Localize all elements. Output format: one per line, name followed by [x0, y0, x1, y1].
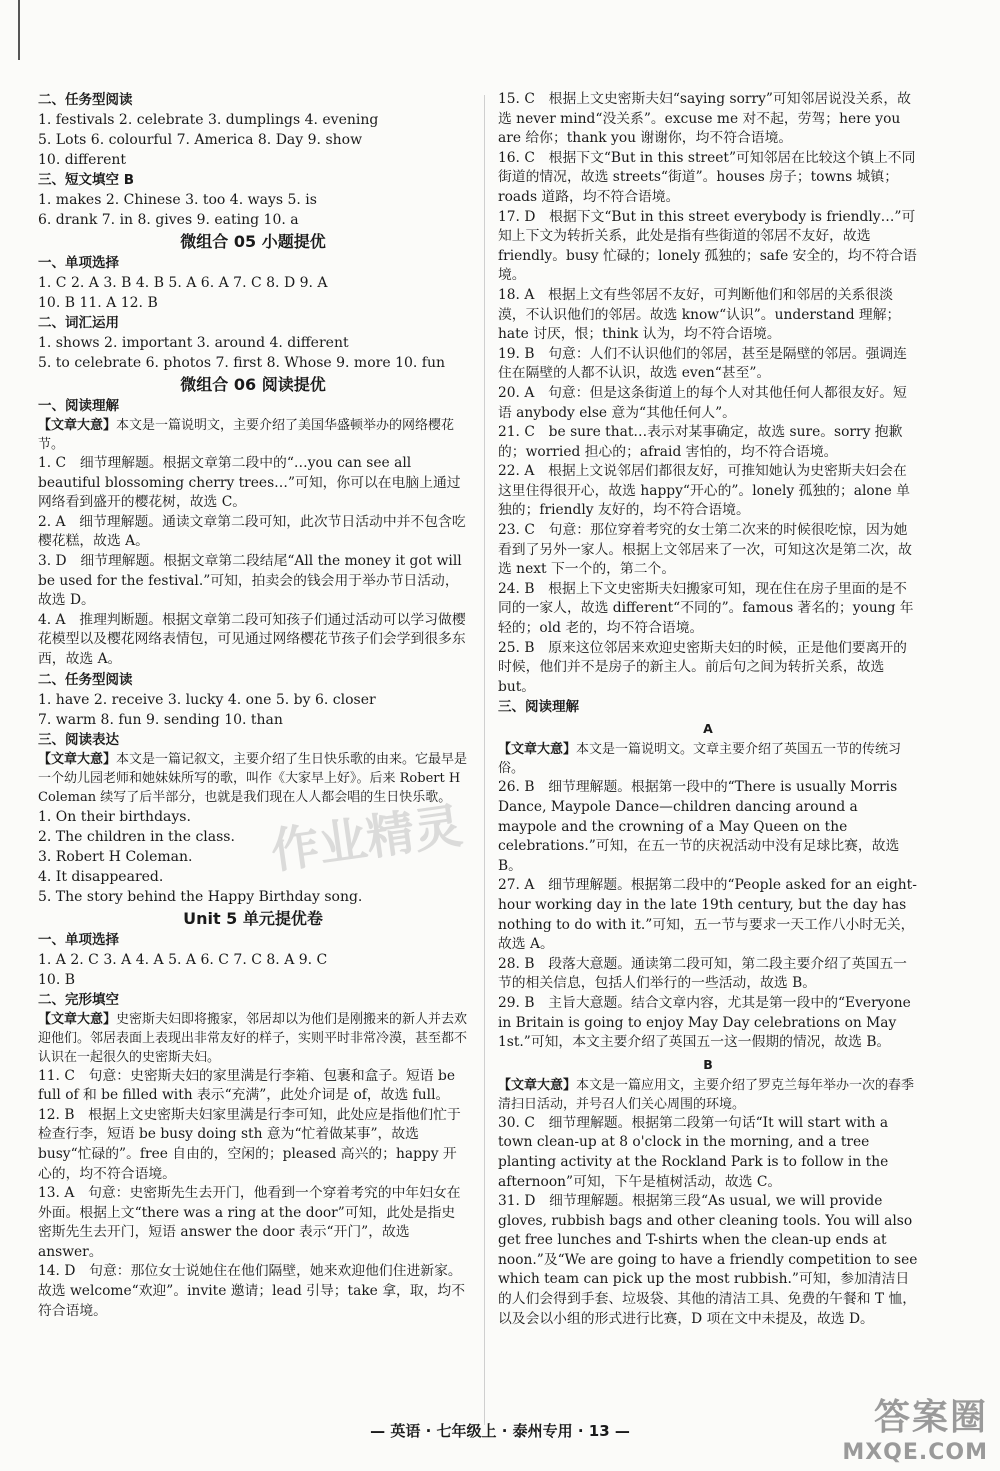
summary-text: 本文是一篇说明文，主要介绍了美国华盛顿举办的网络樱花节。 — [38, 418, 455, 452]
section-heading: 二、任务型阅读 — [38, 671, 133, 688]
page-edge-rule — [18, 0, 20, 60]
section-heading: 三、短文填空 B — [38, 172, 134, 188]
answer-explanation: 20. A 句意：但是这条街道上的每个人对其他任何人都很友好。短语 anybody else 意为“其他任何人”。 — [498, 384, 907, 421]
section-heading: 一、阅读理解 — [38, 398, 119, 414]
answer-explanation: 11. C 句意：史密斯夫妇的家里满是行李箱、包裹和盒子。短语 be full of 和 be filled with 表示“充满”，此处介词是 of，故选 full。 — [38, 1067, 455, 1104]
answer-explanation: 29. B 主旨大意题。结合文章内容，尤其是第一段中的“Everyone in Britain is going to enjoy May Day celebrations on May 1st.”可知，本文主要介绍了英国五一这一假期的情况，故选 B。 — [498, 994, 911, 1051]
section-heading: 二、任务型阅读 — [38, 92, 133, 108]
section-heading: 二、完形填空 — [38, 991, 119, 1008]
answer-line: 4. It disappeared. — [38, 868, 164, 885]
answer-line: 5. Lots 6. colourful 7. America 8. Day 9. show — [38, 132, 363, 148]
answer-line: 5. to celebrate 6. photos 7. first 8. Whose 9. more 10. fun — [38, 355, 445, 371]
summary-tag: 【文章大意】 — [38, 751, 117, 767]
answer-line: 1. have 2. receive 3. lucky 4. one 5. by 6. closer — [38, 691, 376, 708]
answer-explanation: 17. D 根据下文“But in this street everybody is friendly…”可知上下文为转折关系，此处是指有些街道的邻居不友好，故选 friendly。busy 忙碌的；lonely 孤独的；safe 安全的，均不符合语境。 — [498, 208, 917, 284]
watermark-logo-url: MXQE.COM — [842, 1440, 988, 1465]
answer-explanation: 3. D 细节理解题。根据文章第二段结尾“All the money it got will be used for the festival.”可知，拍卖会的钱会用于举办节日活动，故选 D。 — [38, 552, 462, 609]
answer-explanation: 23. C 句意：那位穿着考究的女士第二次来的时候很吃惊，因为她看到了另外一家人。根据上文邻居来了一次，可知这次是第二次，故选 next 下一个的，第二个。 — [498, 522, 912, 578]
answer-explanation: 1. C 细节理解题。根据文章第二段中的“…you can see all beautiful blossoming cherry trees…”可知，你可以在电脑上通过网络看到盛开的樱花树，故选 C。 — [38, 455, 461, 511]
block-title: B — [703, 1056, 713, 1072]
answer-explanation: 4. A 推理判断题。根据文章第二段可知孩子们通过活动可以学习做樱花模型以及樱花网络表情包，可见通过网络樱花节孩子们会学到很多东西，故选 A。 — [38, 611, 466, 667]
article-summary — [498, 1076, 918, 1114]
answer-explanation: 21. C be sure that…表示对某事确定，故选 sure。sorry 抱歉的；worried 担心的；afraid 害怕的，均不符合语境。 — [498, 424, 903, 460]
answer-line: 10. B 11. A 12. B — [38, 295, 158, 311]
article-summary — [38, 416, 468, 454]
answer-explanation: 27. A 细节理解题。根据第二段中的“People asked for an eight-hour working day in the late 19th century, but the day has nothing to do with it.”可知，五一节与要求一天工作八小时无关，故选 A。 — [498, 877, 917, 953]
answer-explanation: 15. C 根据上文史密斯夫妇“saying sorry”可知邻居说没关系，故选 never mind“没关系”。excuse me 对不起，劳驾；here you are 给你；thank you 谢谢你，均不符合语境。 — [498, 91, 911, 147]
block-title: 微组合 05 小题提优 — [180, 232, 326, 251]
answer-explanation: 19. B 句意：人们不认识他们的邻居，甚至是隔壁的邻居。强调连住在隔壁的人都不认识，故选 even“甚至”。 — [498, 345, 907, 382]
answer-explanation: 16. C 根据下文“But in this street”可知邻居在比较这个镇上不同街道的情况，故选 streets“街道”。houses 房子；towns 城镇；roads 道路，均不符合语境。 — [498, 149, 916, 205]
block-title: 微组合 06 阅读提优 — [180, 375, 326, 394]
section-heading: 二、词汇运用 — [38, 315, 119, 331]
block-title: A — [703, 721, 713, 737]
summary-tag: 【文章大意】 — [498, 1077, 577, 1093]
article-summary — [38, 1010, 468, 1067]
section-heading: 三、阅读表达 — [38, 731, 119, 748]
block-title: Unit 5 单元提优卷 — [183, 908, 323, 928]
summary-tag: 【文章大意】 — [38, 418, 117, 433]
watermark-logo-text: 答案圈 — [873, 1397, 988, 1438]
watermark-mid: 作业精灵 — [267, 797, 466, 881]
answer-line: 1. C 2. A 3. B 4. B 5. A 6. A 7. C 8. D 9. A — [38, 275, 328, 291]
answer-explanation: 30. C 细节理解题。根据第二段第一句话“It will start with a town clean-up at 8 o'clock in the morning, and a tree planting activity at the Rockland Park is to follow in the afternoon”可知，下午是植树活动，故选 C。 — [498, 1114, 889, 1190]
answer-explanation: 12. B 根据上文史密斯夫妇家里满是行李可知，此处应是指他们忙于检查行李，短语 be busy doing sth 意为“忙着做某事”，故选 busy“忙碌的”。free 自由的，空闲的；pleased 高兴的；happy 开心的，均不符合语境。 — [38, 1106, 461, 1182]
answer-explanation: 22. A 根据上文说邻居们都很友好，可推知她认为史密斯夫妇会在这里住得很开心，故选 happy“开心的”。lonely 孤独的；alone 单独的；friendly 友好的，均不符合语境。 — [498, 463, 910, 519]
answer-explanation: 31. D 细节理解题。根据第三段“As usual, we will provide gloves, rubbish bags and other cleaning tools. You will also get free lunches and T-shirts when the clean-up ends at noon.”及“We are going to have a friendly competition to see which team can pick up the most rubbish.”可知，参加清洁日的人们会得到手套、垃圾袋、其他的清洁工具、免费的午餐和 T 恤，以及会以小组的形式进行比赛，D 项在文中未提及，故选 D。 — [498, 1193, 918, 1327]
summary-text: 本文是一篇记叙文，主要介绍了生日快乐歌的由来。它最早是一个幼儿园老师和她妹妹所写的歌，叫作《大家早上好》。后来 Robert H Coleman 续写了后半部分，也就是我们现在人人都会唱的生日快乐歌。 — [38, 751, 468, 805]
answer-line: 1. On their birthdays. — [38, 808, 191, 825]
left-column — [38, 90, 468, 1321]
answer-line: 7. warm 8. fun 9. sending 10. than — [38, 711, 283, 728]
answer-explanation: 28. B 段落大意题。通读第二段可知，第二段主要介绍了英国五一节的相关信息，包括人们举行的一些活动，故选 B。 — [498, 955, 907, 992]
section-heading: 一、单项选择 — [38, 931, 119, 948]
answer-line: 3. Robert H Coleman. — [38, 848, 193, 865]
answer-explanation: 14. D 句意：那位女士说她住在他们隔壁，她来欢迎他们住进新家。故选 welcome“欢迎”。invite 邀请；lead 引导；take 拿，取，均不符合语境。 — [38, 1263, 466, 1319]
answer-line: 2. The children in the class. — [38, 828, 235, 845]
right-column — [498, 90, 918, 1329]
summary-tag: 【文章大意】 — [38, 1011, 117, 1027]
answer-line: 10. different — [38, 152, 127, 168]
section-heading: 一、单项选择 — [38, 255, 119, 271]
column-divider — [484, 95, 485, 1425]
answer-explanation: 24. B 根据上下文史密斯夫妇搬家可知，现在住在房子里面的是不同的一家人，故选 different“不同的”。famous 著名的；young 年轻的；old 老的，均不符合语境。 — [498, 580, 914, 637]
summary-text: 史密斯夫妇即将搬家，邻居却以为他们是刚搬来的新人并去欢迎他们。邻居表面上表现出非常友好的样子，实则平时非常冷漠，甚至都不认识在一起很久的史密斯夫妇。 — [38, 1011, 468, 1065]
answer-line: 1. makes 2. Chinese 3. too 4. ways 5. is — [38, 192, 317, 208]
answer-explanation: 26. B 细节理解题。根据第一段中的“There is usually Morris Dance, Maypole Dance—children dancing around a maypole and the crowning of a May Queen on the celebrations.”可知，在五一节的庆祝活动中没有足球比赛，故选 B。 — [498, 779, 900, 874]
answer-line: 1. A 2. C 3. A 4. A 5. A 6. C 7. C 8. A 9. C — [38, 951, 328, 968]
answer-explanation: 25. B 原来这位邻居来欢迎史密斯夫妇的时候，正是他们要离开的时候，他们并不是房子的新主人。前后句之间为转折关系，故选 but。 — [498, 639, 907, 695]
summary-text: 本文是一篇说明文。文章主要介绍了英国五一节的传统习俗。 — [498, 742, 902, 777]
answer-line: 1. shows 2. important 3. around 4. different — [38, 335, 349, 351]
answer-line: 6. drank 7. in 8. gives 9. eating 10. a — [38, 212, 299, 228]
article-summary — [498, 740, 918, 778]
site-watermark-logo — [842, 1389, 988, 1465]
answer-line: 1. festivals 2. celebrate 3. dumplings 4. evening — [38, 112, 379, 128]
summary-text: 本文是一篇应用文，主要介绍了罗克兰每年举办一次的春季清扫日活动，并号召人们关心周围的环境。 — [498, 1077, 915, 1112]
answer-explanation: 18. A 根据上文有些邻居不友好，可判断他们和邻居的关系很淡漠，不认识他们的邻居。故选 know“认识”。understand 理解；hate 讨厌，恨；think 认为，均不符合语境。 — [498, 286, 901, 343]
section-heading: 三、阅读理解 — [498, 699, 579, 716]
answer-explanation: 13. A 句意：史密斯先生去开门，他看到一个穿着考究的中年妇女在外面。根据上文“there was a ring at the door”可知，此处是指史密斯先生去开门，短语 answer the door 表示“开门”，故选 answer。 — [38, 1185, 461, 1260]
answer-explanation: 2. A 细节理解题。通读文章第二段可知，此次节日活动中并不包含吃樱花糕，故选 A。 — [38, 513, 466, 550]
summary-tag: 【文章大意】 — [498, 742, 577, 758]
page-footer: — 英语 · 七年级上 · 泰州专用 · 13 — — [370, 1422, 630, 1440]
answer-line: 10. B — [38, 971, 76, 988]
answer-line: 5. The story behind the Happy Birthday song. — [38, 888, 363, 905]
